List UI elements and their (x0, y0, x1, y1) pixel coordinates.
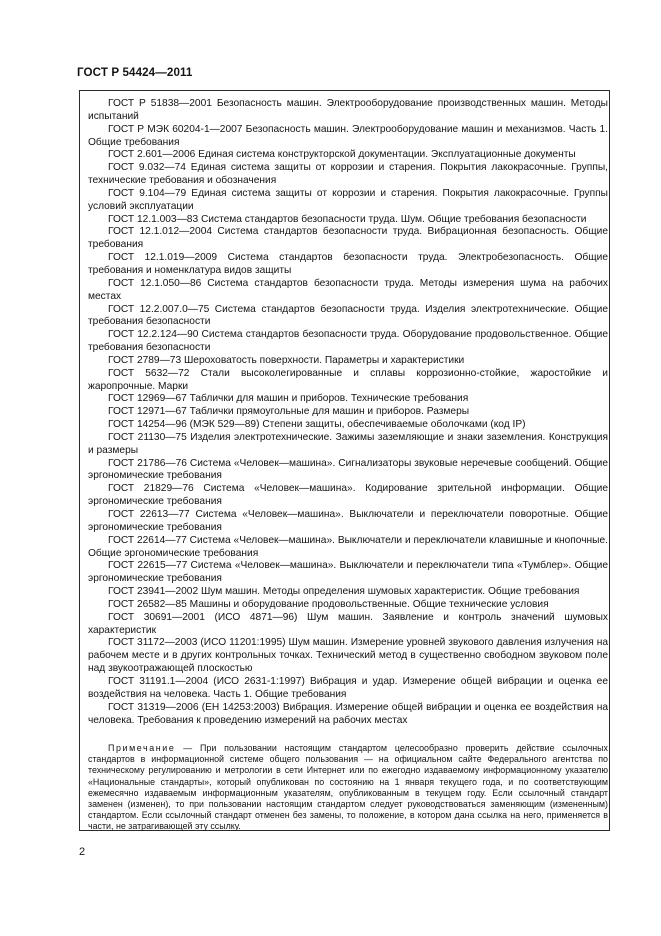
reference-item: ГОСТ 14254—96 (МЭК 529—89) Степени защиты, обеспечиваемые оболочками (код IP) (108, 419, 526, 431)
note-paragraph (88, 743, 608, 833)
reference-item: ГОСТ 12971—67 Таблички прямоугольные для машин и приборов. Размеры (108, 406, 470, 418)
reference-item: ГОСТ 2.601—2006 Единая система конструкторской документации. Эксплуатационные документы (108, 149, 576, 161)
reference-item: ГОСТ 22615—77 Система «Человек—машина». Выключатели и переключатели типа «Тумблер». Общие эргономические требования (88, 560, 608, 585)
reference-item: ГОСТ 30691—2001 (ИСО 4871—96) Шум машин. Заявление и контроль значений шумовых характеристик (88, 611, 608, 636)
reference-item: ГОСТ 12.2.124—90 Система стандартов безопасности труда. Оборудование продовольственное. Общие требования безопасности (88, 329, 608, 354)
reference-item: ГОСТ 21130—75 Изделия электротехнические. Зажимы заземляющие и знаки заземления. Конструкция и размеры (88, 431, 608, 456)
note-text: — При пользовании настоящим стандартом целесообразно проверить действие ссылочных стандартов в информационной системе общего пользования — на официальном сайте Федерального агентства по техническому регулированию и метрологии в сети Интернет или по ежегодно издаваемому информационному указателю «Национальные стандарты», который опубликован по состоянию на 1 января текущего года, и по соответствующим ежемесячно издаваемым информационным указателям, опубликованным в текущем году. Если ссылочный стандарт заменен (изменен), то при пользовании настоящим стандартом следует руководствоваться заменяющим (измененным) стандартом. Если ссылочный стандарт отменен без замены, то положение, в котором дана ссылка на него, применяется в части, не затрагивающей эту ссылку. (88, 743, 608, 832)
reference-item: ГОСТ 12.1.012—2004 Система стандартов безопасности труда. Вибрационная безопасность. Общие требования (88, 226, 608, 251)
reference-item: ГОСТ 23941—2002 Шум машин. Методы определения шумовых характеристик. Общие требования (108, 586, 580, 598)
reference-item: ГОСТ 21786—76 Система «Человек—машина». Сигнализаторы звуковые неречевые сообщений. Общие эргономические требования (88, 457, 608, 482)
reference-item: ГОСТ 9.104—79 Единая система защиты от коррозии и старения. Покрытия лакокрасочные. Группы условий эксплуатации (88, 187, 608, 212)
normative-references-list (88, 98, 608, 727)
document-header: ГОСТ Р 54424—2011 (77, 66, 193, 79)
reference-item: ГОСТ 5632—72 Стали высоколегированные и сплавы коррозионно-стойкие, жаростойкие и жаропрочные. Марки (88, 367, 608, 392)
page-number: 2 (79, 846, 86, 858)
reference-item: ГОСТ 31191.1—2004 (ИСО 2631-1:1997) Вибрация и удар. Измерение общей вибрации и оценка ее воздействия на человека. Часть 1. Общие требования (88, 675, 608, 700)
reference-item: ГОСТ 26582—85 Машины и оборудование продовольственные. Общие технические условия (108, 598, 549, 610)
reference-item: ГОСТ 22613—77 Система «Человек—машина». Выключатели и переключатели поворотные. Общие эргономические требования (88, 509, 608, 533)
reference-item: ГОСТ 2789—73 Шероховатость поверхности. Параметры и характеристики (108, 354, 465, 366)
reference-item: ГОСТ 12969—67 Таблички для машин и приборов. Технические требования (108, 393, 469, 405)
note-label: Примечание (108, 743, 176, 753)
reference-item: ГОСТ 31172—2003 (ИСО 11201:1995) Шум машин. Измерение уровней звукового давления излучения на рабочем месте и в других контрольных точках. Технический метод в существенно свободном звуковом поле над звукоотражающей плоскостью (88, 637, 608, 675)
reference-item: ГОСТ 12.1.003—83 Система стандартов безопасности труда. Шум. Общие требования безопасности (108, 213, 587, 225)
reference-item: ГОСТ 31319—2006 (ЕН 14253:2003) Вибрация. Измерение общей вибрации и оценка ее воздействия на человека. Требования к проведению измерений на рабочих местах (88, 701, 608, 726)
reference-item: ГОСТ 21829—76 Система «Человек—машина». Кодирование зрительной информации. Общие эргономические требования (88, 483, 608, 508)
reference-item: ГОСТ Р МЭК 60204-1—2007 Безопасность машин. Электрооборудование машин и механизмов. Часть 1. Общие требования (88, 123, 608, 148)
reference-item: ГОСТ 12.2.007.0—75 Система стандартов безопасности труда. Изделия электротехнические. Общие требования безопасности (88, 303, 608, 328)
reference-item: ГОСТ 9.032—74 Единая система защиты от коррозии и старения. Покрытия лакокрасочные. Группы, технические требования и обозначения (88, 162, 608, 187)
reference-item: ГОСТ 22614—77 Система «Человек—машина». Выключатели и переключатели клавишные и кнопочные. Общие эргономические требования (88, 534, 608, 559)
reference-item: ГОСТ Р 51838—2001 Безопасность машин. Электрооборудование производственных машин. Методы испытаний (88, 98, 608, 122)
reference-item: ГОСТ 12.1.050—86 Система стандартов безопасности труда. Методы измерения шума на рабочих местах (88, 277, 608, 302)
reference-item: ГОСТ 12.1.019—2009 Система стандартов безопасности труда. Электробезопасность. Общие требования и номенклатура видов защиты (88, 252, 608, 276)
